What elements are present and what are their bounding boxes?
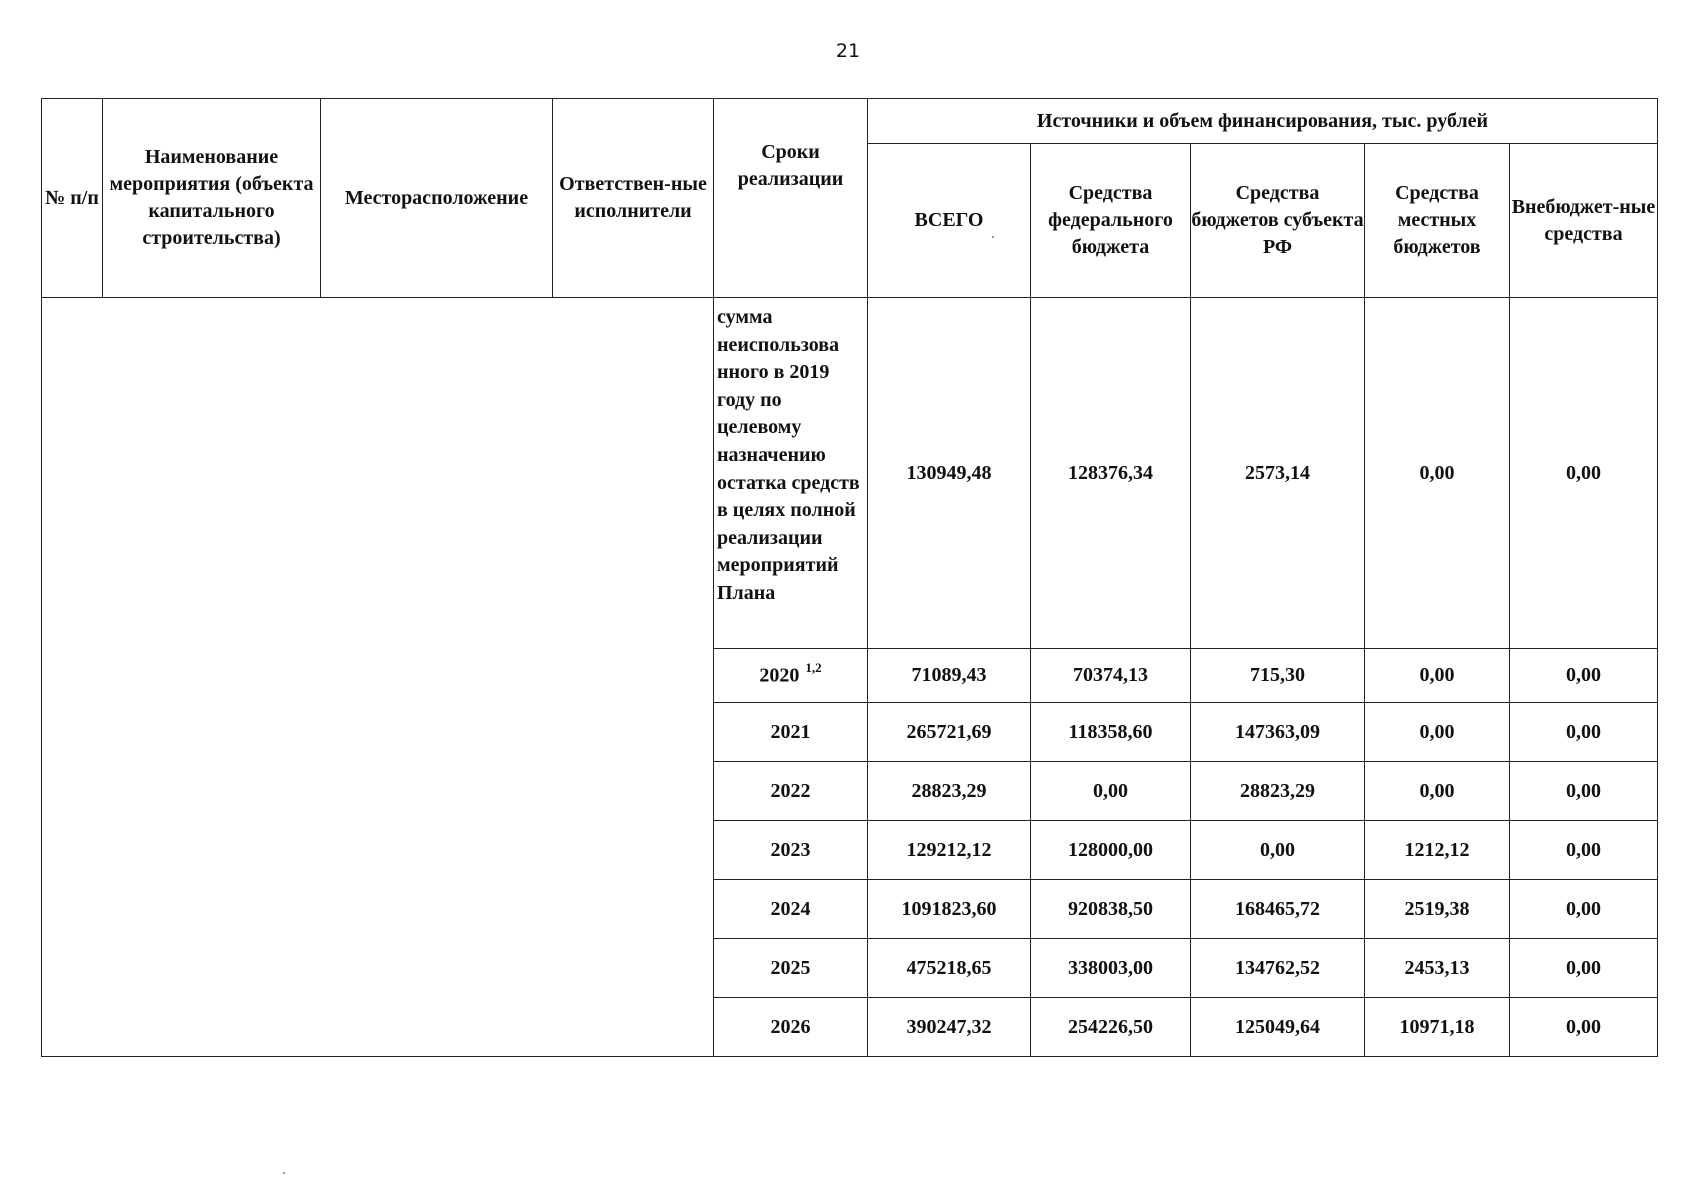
federal-cell: 338003,00 — [1031, 939, 1191, 998]
local-cell: 0,00 — [1365, 298, 1510, 649]
header-total: ВСЕГО — [868, 144, 1031, 298]
total-cell: 129212,12 — [868, 821, 1031, 880]
extra-cell: 0,00 — [1510, 939, 1658, 998]
header-local: Средства местных бюджетов — [1365, 144, 1510, 298]
federal-cell: 0,00 — [1031, 762, 1191, 821]
federal-cell: 128000,00 — [1031, 821, 1191, 880]
extra-cell: 0,00 — [1510, 762, 1658, 821]
extra-cell: 0,00 — [1510, 649, 1658, 703]
federal-cell: 254226,50 — [1031, 998, 1191, 1057]
total-cell: 265721,69 — [868, 703, 1031, 762]
term-cell: 2023 — [714, 821, 868, 880]
term-footnote: 1,2 — [805, 660, 822, 676]
header-name: Наименование мероприятия (объекта капитального строительства) — [103, 99, 321, 298]
scan-speck — [283, 1172, 285, 1174]
term-cell: 2026 — [714, 998, 868, 1057]
header-terms: Сроки реализации — [714, 99, 868, 298]
extra-cell: 0,00 — [1510, 703, 1658, 762]
subject-cell: 125049,64 — [1191, 998, 1365, 1057]
header-federal: Средства федерального бюджета — [1031, 144, 1191, 298]
federal-cell: 70374,13 — [1031, 649, 1191, 703]
term-cell: 2021 — [714, 703, 868, 762]
header-number: № п/п — [42, 99, 103, 298]
merged-empty-cell — [42, 298, 714, 1057]
local-cell: 2519,38 — [1365, 880, 1510, 939]
scan-speck — [992, 236, 994, 238]
term-cell: сумма неиспользова нного в 2019 году по целевому назначению остатка средств в целях полной реализации мероприятий Плана — [714, 298, 868, 649]
total-cell: 390247,32 — [868, 998, 1031, 1057]
header-financing: Источники и объем финансирования, тыс. рублей — [868, 99, 1658, 144]
total-cell: 28823,29 — [868, 762, 1031, 821]
subject-cell: 134762,52 — [1191, 939, 1365, 998]
local-cell: 0,00 — [1365, 762, 1510, 821]
page-number: 21 — [835, 40, 861, 62]
federal-cell: 128376,34 — [1031, 298, 1191, 649]
extra-cell: 0,00 — [1510, 821, 1658, 880]
subject-cell: 147363,09 — [1191, 703, 1365, 762]
total-cell: 71089,43 — [868, 649, 1031, 703]
subject-cell: 168465,72 — [1191, 880, 1365, 939]
term-cell: 2022 — [714, 762, 868, 821]
term-cell — [714, 649, 868, 703]
local-cell: 2453,13 — [1365, 939, 1510, 998]
header-extra: Внебюджет-ные средства — [1510, 144, 1658, 298]
subject-cell: 28823,29 — [1191, 762, 1365, 821]
header-subject: Средства бюджетов субъекта РФ — [1191, 144, 1365, 298]
term-cell: 2025 — [714, 939, 868, 998]
extra-cell: 0,00 — [1510, 998, 1658, 1057]
total-cell: 475218,65 — [868, 939, 1031, 998]
subject-cell: 0,00 — [1191, 821, 1365, 880]
local-cell: 0,00 — [1365, 703, 1510, 762]
term-cell: 2024 — [714, 880, 868, 939]
local-cell: 10971,18 — [1365, 998, 1510, 1057]
header-location: Месторасположение — [321, 99, 553, 298]
financing-table — [41, 98, 1658, 1057]
total-cell: 1091823,60 — [868, 880, 1031, 939]
subject-cell: 715,30 — [1191, 649, 1365, 703]
header-responsible: Ответствен-ные исполнители — [553, 99, 714, 298]
federal-cell: 118358,60 — [1031, 703, 1191, 762]
total-cell: 130949,48 — [868, 298, 1031, 649]
extra-cell: 0,00 — [1510, 880, 1658, 939]
federal-cell: 920838,50 — [1031, 880, 1191, 939]
local-cell: 0,00 — [1365, 649, 1510, 703]
subject-cell: 2573,14 — [1191, 298, 1365, 649]
local-cell: 1212,12 — [1365, 821, 1510, 880]
table-row — [42, 298, 1658, 649]
extra-cell: 0,00 — [1510, 298, 1658, 649]
term-year: 2020 — [759, 664, 800, 687]
